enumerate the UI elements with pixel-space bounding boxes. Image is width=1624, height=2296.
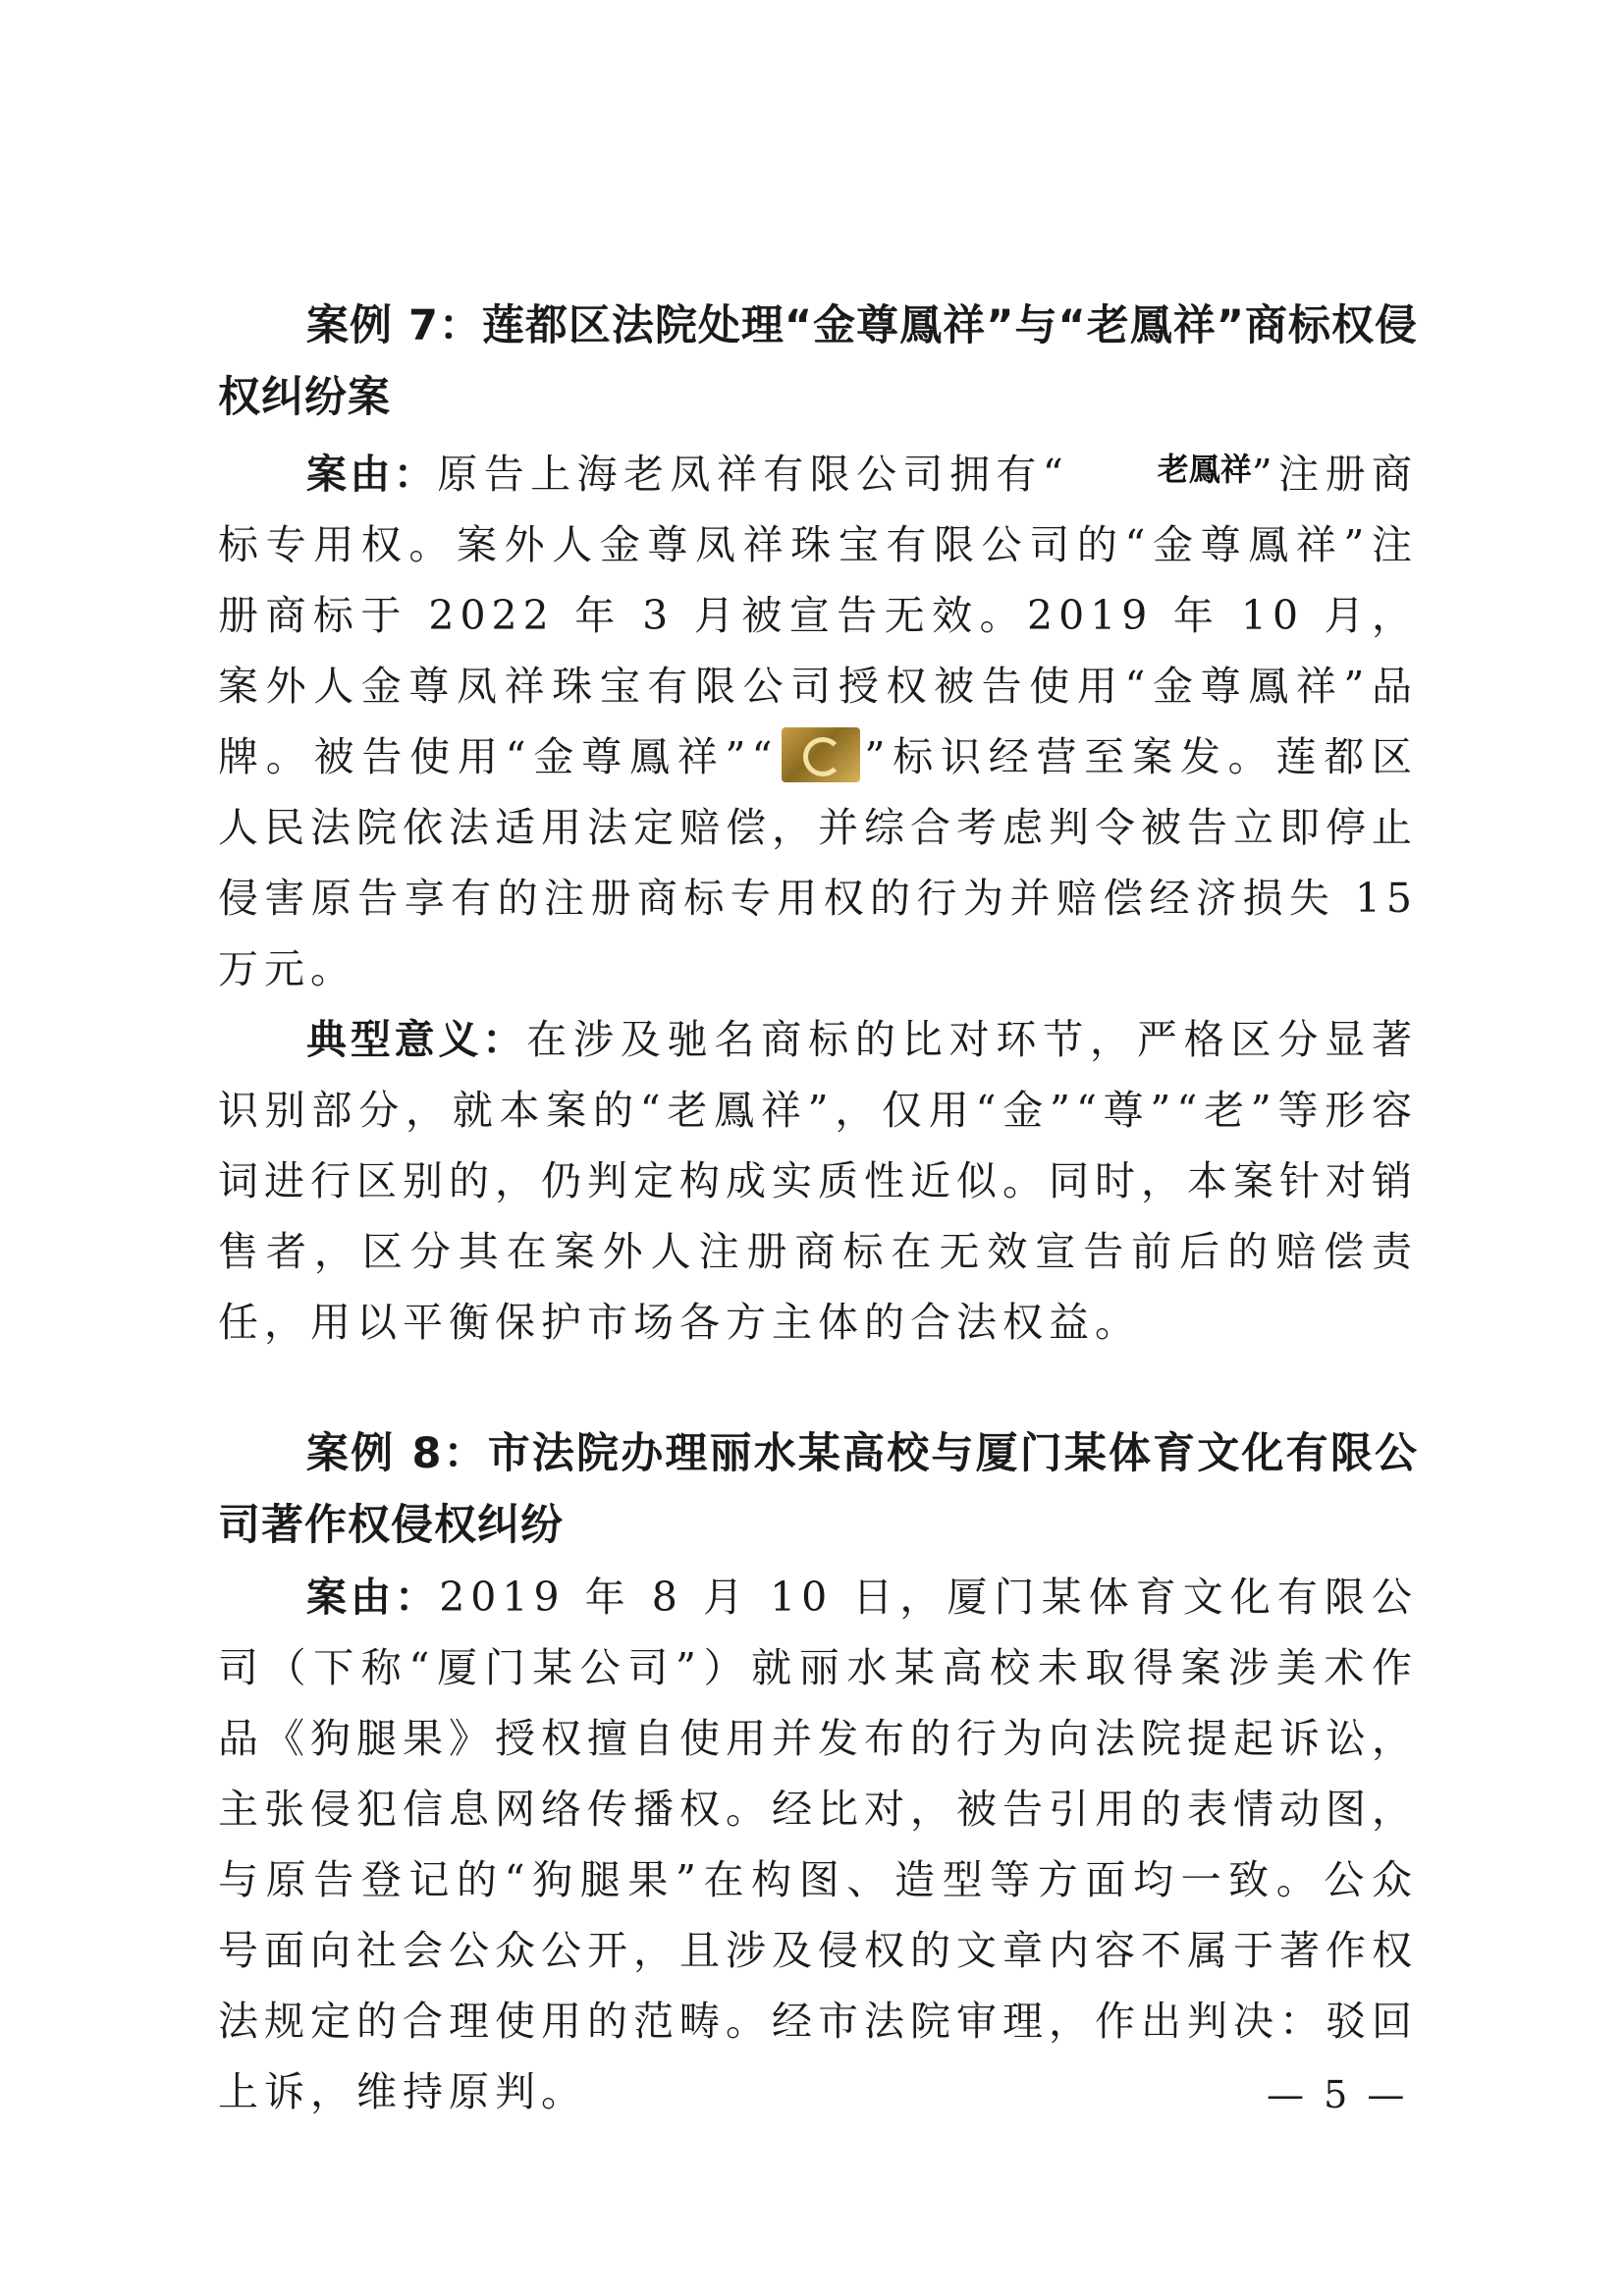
case-7-significance-paragraph: [218, 1004, 1418, 1358]
case-7-reason-label: 案由：: [306, 451, 438, 498]
case-8-reason-text: 2019 年 8 月 10 日，厦门某体育文化有限公司（下称“厦门某公司”）就丽水某高校未取得案涉美术作品《狗腿果》授权擅自使用并发布的行为向法院提起诉讼，主张侵犯信息网络传播权。经比对，被告引用的表情动图，与原告登记的“狗腿果”在构图、造型等方面均一致。公众号面向社会公众公开，且涉及侵权的文章内容不属于著作权法规定的合理使用的范畴。经市法院审理，作出判决：驳回上诉，维持原判。: [218, 1574, 1419, 2115]
lao-fengxiang-trademark-image: 老鳳祥: [1157, 451, 1252, 488]
case-8-section: [218, 1418, 1418, 2127]
case-7-significance-label: 典型意义：: [306, 1016, 527, 1063]
case-8-title: 案例 8：市法院办理丽水某高校与厦门某体育文化有限公司著作权侵权纠纷: [218, 1429, 1418, 1550]
case-8-reason-label: 案由：: [306, 1574, 440, 1621]
case-7-reason-text-3: ”标识经营至案发。莲都区人民法院依法适用法定赔偿，并综合考虑判令被告立即停止侵害原告享有的注册商标专用权的行为并赔偿经济损失 15 万元。: [218, 733, 1418, 992]
case-7-section: [218, 291, 1418, 1358]
document-body: [218, 291, 1418, 2127]
case-7-title: 案例 7：莲都区法院处理“金尊鳳祥”与“老鳳祥”商标权侵权纠纷案: [218, 301, 1418, 422]
page-number: — 5 —: [1267, 2073, 1409, 2116]
case-7-reason-text-2: ”注册商标专用权。案外人金尊凤祥珠宝有限公司的“金尊鳳祥”注册商标于 2022 年 3 月被宣告无效。2019 年 10 月，案外人金尊凤祥珠宝有限公司授权被告使用“金尊鳳祥”品牌。被告使用“金尊鳳祥”“: [218, 451, 1418, 780]
gold-dragon-logo-icon: [782, 727, 860, 782]
case-7-significance-text: 在涉及驰名商标的比对环节，严格区分显著识别部分，就本案的“老鳳祥”，仅用“金”“尊”“老”等形容词进行区别的，仍判定构成实质性近似。同时，本案针对销售者，区分其在案外人注册商标在无效宣告前后的赔偿责任，用以平衡保护市场各方主体的合法权益。: [218, 1016, 1419, 1346]
case-8-reason-paragraph: [218, 1562, 1418, 2127]
case-7-reason-text-1: 原告上海老凤祥有限公司拥有“: [437, 451, 1069, 498]
case-7-reason-paragraph: [218, 434, 1418, 1004]
